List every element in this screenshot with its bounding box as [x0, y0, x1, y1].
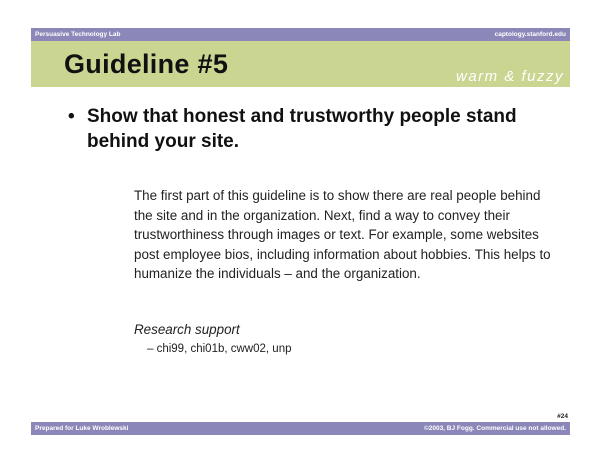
- bullet-icon: •: [68, 106, 75, 127]
- prepared-for: Prepared for Luke Wroblewski: [35, 425, 129, 432]
- slide-tagline: warm & fuzzy: [455, 68, 564, 85]
- site-url: captology.stanford.edu: [494, 31, 566, 38]
- page-number: #24: [557, 413, 568, 420]
- research-label: Research support: [134, 322, 240, 337]
- bullet-text: Show that honest and trustworthy people stand behind your site.: [87, 106, 517, 152]
- header-bar: [31, 28, 570, 41]
- main-bullet: [68, 104, 548, 154]
- copyright: ©2003, BJ Fogg. Commercial use not allowed.: [423, 425, 566, 432]
- title-band: [31, 41, 570, 87]
- research-refs: – chi99, chi01b, cww02, unp: [147, 343, 292, 355]
- body-paragraph: The first part of this guideline is to show there are real people behind the site and in the organization. Next, find a way to convey their trustworthiness through images or text. For example, some websites post employee bios, including information about hobbies. This helps to humanize the individuals – and the organization.: [134, 188, 551, 281]
- slide-title: Guideline #5: [64, 49, 229, 79]
- footer-bar: [31, 422, 570, 435]
- lab-name: Persuasive Technology Lab: [35, 31, 121, 38]
